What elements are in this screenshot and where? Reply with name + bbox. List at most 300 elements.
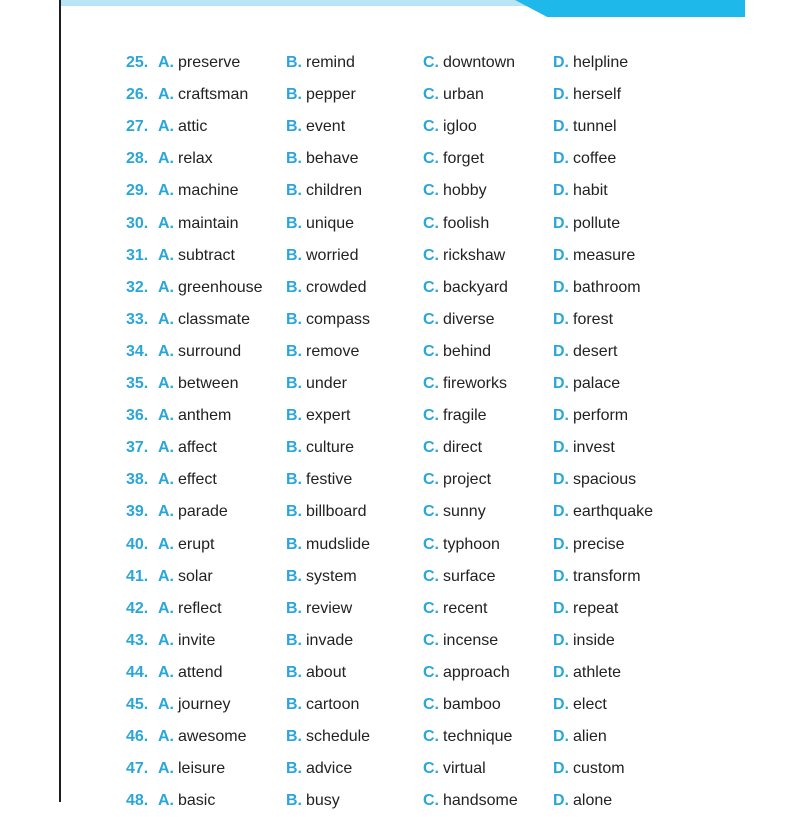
option-a	[158, 785, 215, 817]
option-word: helpline	[573, 54, 629, 71]
option-b	[286, 143, 359, 175]
option-d	[553, 561, 641, 593]
option-word: surround	[178, 342, 242, 360]
option-letter: D.	[553, 663, 569, 681]
option-b	[286, 175, 362, 207]
question-number: 44.	[126, 663, 149, 681]
option-word: schedule	[306, 728, 371, 746]
option-b	[286, 785, 340, 817]
option-word: remove	[306, 342, 360, 360]
option-word: handsome	[443, 792, 518, 810]
option-letter: C.	[423, 342, 439, 360]
question-row	[0, 529, 802, 561]
option-letter: B.	[286, 150, 302, 168]
option-word: craftsman	[178, 86, 249, 104]
option-letter: B.	[286, 663, 302, 681]
question-row	[0, 47, 802, 79]
option-word: basic	[178, 792, 216, 810]
option-word: alone	[573, 792, 613, 810]
option-d	[553, 464, 636, 496]
option-word: between	[178, 375, 239, 392]
option-letter: C.	[423, 246, 439, 264]
option-b	[286, 529, 370, 561]
option-c	[423, 47, 515, 79]
question-row	[0, 689, 802, 721]
option-word: inside	[573, 631, 615, 649]
option-letter: C.	[423, 214, 439, 232]
option-letter: D.	[553, 86, 569, 104]
option-letter: B.	[286, 567, 302, 585]
question-number: 36.	[126, 407, 149, 425]
option-word: machine	[178, 182, 239, 200]
option-letter: A.	[158, 663, 174, 681]
question-number: 34.	[126, 342, 149, 360]
option-b	[286, 368, 347, 400]
option-d	[553, 400, 628, 432]
option-word: foolish	[443, 214, 490, 232]
option-word: fireworks	[443, 375, 508, 392]
option-a	[158, 208, 238, 240]
option-letter: A.	[158, 696, 174, 713]
option-a	[158, 593, 222, 625]
option-c	[423, 432, 482, 464]
option-b	[286, 721, 370, 753]
option-word: culture	[306, 439, 355, 457]
option-word: pollute	[573, 214, 621, 232]
option-word: measure	[573, 246, 636, 264]
option-a	[158, 175, 238, 207]
option-letter: A.	[158, 728, 174, 746]
option-letter: A.	[158, 407, 174, 425]
option-b	[286, 625, 353, 657]
option-word: remind	[306, 54, 355, 71]
option-c	[423, 785, 518, 817]
option-word: crowded	[306, 278, 367, 296]
option-d	[553, 593, 618, 625]
option-b	[286, 689, 359, 721]
option-letter: C.	[423, 792, 439, 810]
option-c	[423, 175, 487, 207]
option-word: effect	[178, 471, 217, 489]
question-number: 37.	[126, 439, 149, 457]
option-word: project	[443, 471, 492, 489]
option-letter: B.	[286, 342, 302, 360]
option-letter: C.	[423, 375, 439, 392]
option-word: fragile	[443, 407, 487, 425]
option-letter: D.	[553, 760, 569, 778]
option-letter: D.	[553, 182, 569, 200]
option-letter: D.	[553, 214, 569, 232]
option-a	[158, 111, 207, 143]
option-letter: B.	[286, 375, 302, 392]
question-number: 41.	[126, 567, 149, 585]
option-word: reflect	[178, 599, 222, 617]
option-word: technique	[443, 728, 513, 746]
question-number: 47.	[126, 760, 149, 778]
question-row	[0, 368, 802, 400]
option-word: attic	[178, 118, 208, 136]
option-a	[158, 143, 213, 175]
option-letter: A.	[158, 631, 174, 649]
option-letter: A.	[158, 439, 174, 457]
option-c	[423, 79, 484, 111]
option-d	[553, 496, 653, 528]
option-word: expert	[306, 407, 351, 425]
option-word: spacious	[573, 471, 637, 489]
option-word: festive	[306, 471, 353, 489]
question-number: 33.	[126, 310, 149, 328]
option-word: custom	[573, 760, 625, 778]
option-word: forest	[573, 310, 614, 328]
question-row	[0, 143, 802, 175]
option-word: approach	[443, 663, 510, 681]
option-letter: B.	[286, 118, 302, 136]
option-letter: D.	[553, 535, 569, 553]
option-letter: A.	[158, 182, 174, 200]
option-word: attend	[178, 663, 223, 681]
option-word: forget	[443, 150, 484, 168]
option-word: athlete	[573, 663, 622, 681]
option-letter: B.	[286, 728, 302, 746]
option-letter: D.	[553, 503, 569, 521]
option-a	[158, 689, 230, 721]
option-letter: B.	[286, 439, 302, 457]
option-word: anthem	[178, 407, 232, 425]
option-letter: C.	[423, 54, 439, 71]
option-letter: D.	[553, 631, 569, 649]
option-word: herself	[573, 86, 622, 104]
option-c	[423, 657, 510, 689]
option-b	[286, 47, 355, 79]
option-d	[553, 432, 615, 464]
option-letter: D.	[553, 150, 569, 168]
question-row	[0, 432, 802, 464]
option-letter: D.	[553, 567, 569, 585]
option-d	[553, 657, 621, 689]
option-word: children	[306, 182, 363, 200]
question-row	[0, 175, 802, 207]
option-word: leisure	[178, 760, 226, 778]
option-letter: B.	[286, 407, 302, 425]
option-c	[423, 304, 495, 336]
option-letter: B.	[286, 471, 302, 489]
question-number: 26.	[126, 86, 149, 104]
option-letter: B.	[286, 246, 302, 264]
option-b	[286, 400, 350, 432]
option-letter: A.	[158, 375, 174, 392]
option-d	[553, 304, 613, 336]
option-letter: C.	[423, 631, 439, 649]
option-c	[423, 496, 486, 528]
option-word: solar	[178, 567, 213, 585]
option-letter: C.	[423, 86, 439, 104]
option-word: maintain	[178, 214, 239, 232]
option-c	[423, 336, 491, 368]
option-word: repeat	[573, 599, 619, 617]
option-word: pepper	[306, 86, 356, 104]
question-number: 32.	[126, 278, 149, 296]
option-word: classmate	[178, 310, 251, 328]
option-c	[423, 625, 498, 657]
question-row	[0, 496, 802, 528]
option-letter: D.	[553, 342, 569, 360]
question-row	[0, 785, 802, 817]
option-c	[423, 240, 505, 272]
option-word: invade	[306, 631, 354, 649]
option-word: erupt	[178, 535, 215, 553]
option-word: typhoon	[443, 535, 500, 553]
question-number: 25.	[126, 54, 149, 71]
option-b	[286, 111, 345, 143]
option-b	[286, 336, 359, 368]
option-word: under	[306, 375, 347, 392]
question-row	[0, 561, 802, 593]
option-letter: A.	[158, 150, 174, 168]
option-word: coffee	[573, 150, 617, 168]
option-word: direct	[443, 439, 483, 457]
option-c	[423, 529, 500, 561]
option-letter: B.	[286, 535, 302, 553]
option-b	[286, 208, 354, 240]
option-letter: D.	[553, 728, 569, 746]
option-word: virtual	[443, 760, 486, 778]
option-letter: B.	[286, 760, 302, 778]
option-word: preserve	[178, 54, 241, 71]
question-number: 48.	[126, 792, 149, 810]
option-c	[423, 721, 512, 753]
option-word: recent	[443, 599, 488, 617]
option-letter: D.	[553, 246, 569, 264]
option-letter: A.	[158, 246, 174, 264]
option-letter: C.	[423, 599, 439, 617]
option-b	[286, 272, 366, 304]
option-a	[158, 47, 240, 79]
question-row	[0, 240, 802, 272]
option-word: invite	[178, 631, 216, 649]
question-number: 43.	[126, 631, 149, 649]
option-d	[553, 721, 607, 753]
option-b	[286, 593, 352, 625]
question-row	[0, 400, 802, 432]
option-word: system	[306, 567, 357, 585]
option-letter: C.	[423, 567, 439, 585]
option-letter: B.	[286, 214, 302, 232]
option-c	[423, 464, 491, 496]
option-word: compass	[306, 310, 371, 328]
option-d	[553, 175, 608, 207]
option-d	[553, 79, 621, 111]
option-d	[553, 143, 616, 175]
question-row	[0, 721, 802, 753]
option-letter: B.	[286, 54, 302, 71]
question-row	[0, 208, 802, 240]
option-word: review	[306, 599, 353, 617]
option-letter: B.	[286, 696, 302, 713]
option-letter: A.	[158, 214, 174, 232]
option-letter: A.	[158, 342, 174, 360]
option-letter: D.	[553, 54, 569, 71]
option-letter: C.	[423, 118, 439, 136]
option-d	[553, 111, 617, 143]
option-letter: A.	[158, 535, 174, 553]
option-a	[158, 496, 228, 528]
option-d	[553, 529, 625, 561]
option-letter: A.	[158, 118, 174, 136]
option-letter: C.	[423, 407, 439, 425]
option-d	[553, 625, 615, 657]
question-number: 42.	[126, 599, 149, 617]
option-word: palace	[573, 375, 621, 392]
question-row	[0, 593, 802, 625]
option-b	[286, 657, 346, 689]
option-a	[158, 561, 213, 593]
option-b	[286, 79, 356, 111]
option-word: cartoon	[306, 696, 360, 713]
option-letter: A.	[158, 471, 174, 489]
option-letter: C.	[423, 503, 439, 521]
option-c	[423, 111, 477, 143]
option-a	[158, 79, 248, 111]
option-word: parade	[178, 503, 228, 521]
header-band	[61, 0, 745, 17]
option-a	[158, 336, 241, 368]
option-letter: A.	[158, 760, 174, 778]
option-word: journey	[178, 696, 231, 713]
option-letter: A.	[158, 54, 174, 71]
option-d	[553, 47, 628, 79]
option-word: mudslide	[306, 535, 371, 553]
option-letter: B.	[286, 278, 302, 296]
option-c	[423, 143, 484, 175]
question-number: 31.	[126, 246, 149, 264]
option-d	[553, 272, 641, 304]
option-word: hobby	[443, 182, 487, 200]
option-word: billboard	[306, 503, 367, 521]
option-a	[158, 304, 250, 336]
option-letter: B.	[286, 503, 302, 521]
option-a	[158, 272, 263, 304]
option-letter: D.	[553, 310, 569, 328]
option-d	[553, 208, 620, 240]
option-word: advice	[306, 760, 353, 778]
option-letter: A.	[158, 599, 174, 617]
option-letter: C.	[423, 278, 439, 296]
option-letter: D.	[553, 471, 569, 489]
option-b	[286, 240, 358, 272]
option-letter: C.	[423, 728, 439, 746]
option-d	[553, 753, 625, 785]
option-letter: A.	[158, 503, 174, 521]
option-word: rickshaw	[443, 246, 506, 264]
option-b	[286, 496, 366, 528]
option-letter: C.	[423, 182, 439, 200]
option-a	[158, 432, 217, 464]
option-letter: B.	[286, 599, 302, 617]
option-letter: C.	[423, 310, 439, 328]
option-word: diverse	[443, 310, 495, 328]
question-number: 40.	[126, 535, 149, 553]
option-letter: C.	[423, 663, 439, 681]
option-word: sunny	[443, 503, 486, 521]
option-word: transform	[573, 567, 641, 585]
option-letter: D.	[553, 696, 569, 713]
option-a	[158, 400, 231, 432]
option-word: igloo	[443, 118, 477, 136]
option-letter: B.	[286, 631, 302, 649]
question-row	[0, 111, 802, 143]
option-letter: D.	[553, 375, 569, 392]
option-c	[423, 753, 486, 785]
option-word: about	[306, 663, 347, 681]
option-word: affect	[178, 439, 217, 457]
option-a	[158, 753, 225, 785]
option-a	[158, 240, 235, 272]
option-a	[158, 657, 222, 689]
option-d	[553, 689, 607, 721]
option-letter: D.	[553, 278, 569, 296]
option-letter: A.	[158, 792, 174, 810]
option-word: surface	[443, 567, 496, 585]
option-word: bathroom	[573, 278, 641, 296]
question-number: 28.	[126, 150, 149, 168]
option-letter: A.	[158, 86, 174, 104]
option-word: behind	[443, 342, 492, 360]
option-letter: B.	[286, 310, 302, 328]
option-letter: C.	[423, 471, 439, 489]
option-b	[286, 304, 370, 336]
option-word: earthquake	[573, 503, 654, 521]
question-row	[0, 79, 802, 111]
question-row	[0, 304, 802, 336]
option-letter: D.	[553, 599, 569, 617]
option-a	[158, 464, 217, 496]
question-number: 29.	[126, 182, 149, 200]
header-band-dark	[515, 0, 745, 17]
option-c	[423, 689, 501, 721]
option-letter: C.	[423, 439, 439, 457]
option-word: greenhouse	[178, 278, 263, 296]
option-word: backyard	[443, 278, 508, 296]
option-d	[553, 336, 617, 368]
option-word: urban	[443, 86, 484, 104]
option-letter: B.	[286, 182, 302, 200]
option-c	[423, 593, 487, 625]
option-b	[286, 432, 354, 464]
option-letter: D.	[553, 439, 569, 457]
option-c	[423, 561, 495, 593]
option-letter: D.	[553, 118, 569, 136]
option-letter: D.	[553, 407, 569, 425]
option-letter: C.	[423, 760, 439, 778]
option-letter: A.	[158, 567, 174, 585]
option-word: precise	[573, 535, 625, 553]
question-number: 45.	[126, 696, 149, 713]
option-word: event	[306, 118, 346, 136]
option-word: bamboo	[443, 696, 501, 713]
option-word: unique	[306, 214, 355, 232]
option-word: perform	[573, 407, 629, 425]
option-letter: D.	[553, 792, 569, 810]
option-letter: C.	[423, 696, 439, 713]
question-row	[0, 625, 802, 657]
option-b	[286, 464, 352, 496]
option-b	[286, 753, 352, 785]
option-letter: C.	[423, 535, 439, 553]
option-word: alien	[573, 728, 607, 746]
question-row	[0, 753, 802, 785]
question-row	[0, 336, 802, 368]
option-word: habit	[573, 182, 608, 200]
